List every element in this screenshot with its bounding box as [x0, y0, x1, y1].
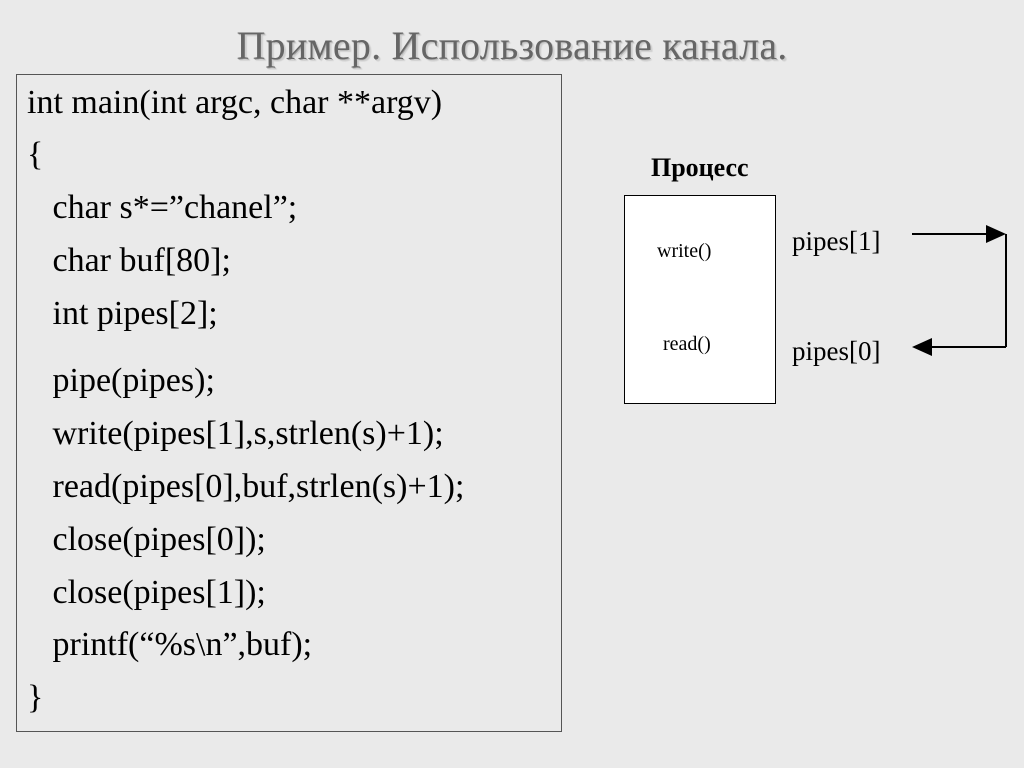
code-line: printf(“%s\n”,buf);: [27, 626, 313, 663]
pipe-write-arrow: [912, 225, 1006, 243]
diagram-title: Процесс: [651, 153, 749, 182]
code-line: close(pipes[0]);: [27, 521, 266, 558]
code-line: int main(int argc, char **argv): [27, 84, 443, 121]
code-line: }: [27, 679, 44, 716]
pipe-read-end-label: pipes[0]: [792, 336, 881, 366]
code-line: char buf[80];: [27, 242, 231, 279]
code-line: pipe(pipes);: [27, 362, 215, 399]
read-call-label: read(): [663, 333, 711, 355]
code-line: read(pipes[0],buf,strlen(s)+1);: [27, 468, 465, 505]
pipe-write-end-label: pipes[1]: [792, 226, 881, 256]
pipe-read-arrow: [912, 338, 1006, 356]
code-line: {: [27, 136, 44, 173]
code-line: char s*=”chanel”;: [27, 189, 298, 226]
slide-title: Пример. Использование канала.: [236, 23, 788, 68]
code-line: int pipes[2];: [27, 295, 218, 332]
code-line: write(pipes[1],s,strlen(s)+1);: [27, 415, 444, 452]
write-call-label: write(): [657, 240, 712, 262]
code-line: close(pipes[1]);: [27, 574, 266, 611]
